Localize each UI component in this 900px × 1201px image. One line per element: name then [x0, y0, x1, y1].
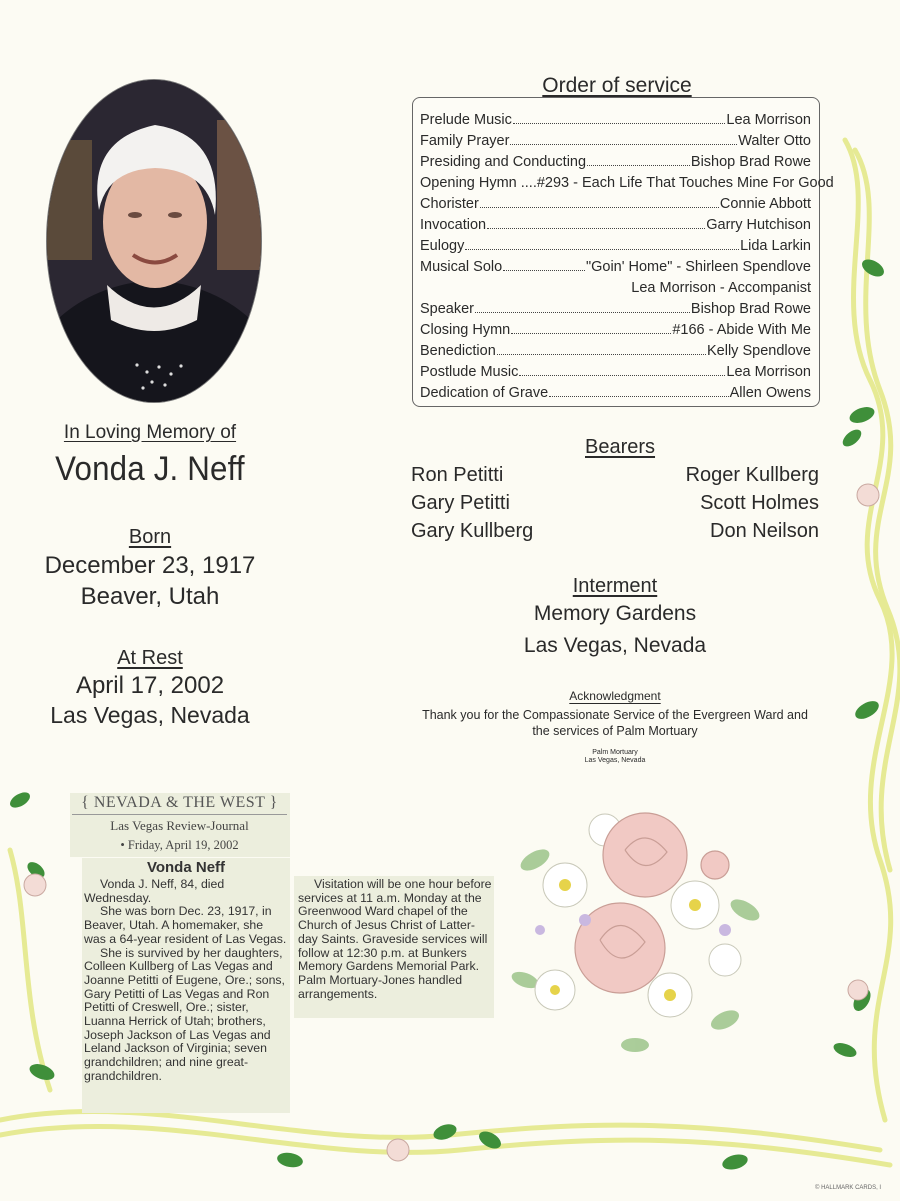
dot-leader — [587, 165, 690, 166]
bearer-name: Don Neilson — [710, 520, 819, 542]
service-item-row — [420, 129, 811, 149]
dot-leader — [465, 249, 739, 250]
dot-leader — [487, 228, 705, 229]
bearer-name: Ron Petitti — [411, 464, 504, 486]
service-item-row — [420, 276, 811, 296]
dot-leader — [511, 333, 671, 334]
service-item-row — [420, 213, 811, 233]
service-item-value: Lida Larkin — [740, 238, 811, 254]
service-item-row — [420, 339, 811, 359]
service-item-row — [420, 255, 811, 275]
bearer-name: Gary Petitti — [411, 492, 510, 514]
service-item-value: Kelly Spendlove — [707, 343, 811, 359]
dot-leader — [519, 375, 725, 376]
service-item-value: Lea Morrison — [726, 364, 811, 380]
obituary-headline: Vonda Neff — [146, 859, 226, 876]
service-item-label: Benediction — [420, 343, 496, 359]
service-item-row — [420, 360, 811, 380]
service-item-row — [420, 381, 811, 401]
divider — [72, 814, 287, 815]
service-item-label: Family Prayer — [420, 133, 510, 149]
born-heading: Born — [128, 526, 172, 548]
service-item-row — [420, 108, 811, 128]
birth-place: Beaver, Utah — [80, 583, 220, 610]
at-rest-heading: At Rest — [117, 647, 183, 669]
interment-place: Memory Gardens — [533, 602, 697, 625]
bearer-name: Gary Kullberg — [411, 520, 534, 542]
service-item-value: Bishop Brad Rowe — [690, 154, 811, 170]
dot-leader — [480, 207, 719, 208]
service-item-label: Chorister — [420, 196, 479, 212]
dot-leader — [497, 354, 706, 355]
interment-city: Las Vegas, Nevada — [523, 634, 707, 657]
birth-date: December 23, 1917 — [44, 552, 256, 579]
service-item-value: "Goin' Home" - Shirleen Spendlove — [585, 259, 811, 275]
service-item-row — [420, 234, 811, 254]
service-item-row — [420, 318, 811, 338]
death-place: Las Vegas, Nevada — [50, 702, 250, 728]
bearer-name: Scott Holmes — [700, 492, 819, 514]
dot-leader — [549, 396, 728, 397]
service-item-label: Speaker — [420, 301, 475, 317]
service-item-label: Presiding and Conducting — [420, 154, 587, 170]
newspaper-section-header: { NEVADA & THE WEST } — [81, 794, 278, 811]
service-item-row — [420, 171, 834, 191]
service-item-row — [420, 192, 811, 212]
service-item-value: #166 - Abide With Me — [672, 322, 811, 338]
obituary-paragraph: She was born Dec. 23, 1917, in Beaver, Utah. A homemaker, she was a 64-year resident of Las Vegas. — [84, 904, 287, 946]
bearer-name: Roger Kullberg — [685, 464, 819, 486]
dot-leader — [503, 270, 585, 271]
deceased-name: Vonda J. Neff — [55, 450, 245, 488]
obituary-paragraph: She is survived by her daughters, Colleen Kullberg of Las Vegas and Joanne Petitti of Eugene, Ore.; sons, Gary Petitti of Las Vegas and Ron Petitti of Creswell, Ore.; sister, Luanna Herrick of Utah; brothers, Joseph Jackson of Las Vegas and Leland Jackson of Virginia; seven grandchildren; and nine great-grandchildren. — [84, 945, 285, 1083]
service-item-value: Walter Otto — [738, 133, 811, 149]
acknowledgment-heading: Acknowledgment — [569, 689, 661, 703]
service-item-label: Invocation — [420, 217, 487, 233]
service-item-value: Lea Morrison - Accompanist — [631, 280, 811, 296]
order-of-service-table — [412, 97, 834, 407]
mortuary-city: Las Vegas, Nevada — [584, 757, 646, 764]
in-loving-memory-heading: In Loving Memory of — [63, 422, 237, 443]
service-item-row — [420, 150, 811, 170]
obituary-paragraph: Vonda J. Neff, 84, died Wednesday. — [84, 877, 225, 905]
obituary-paragraph: Visitation will be one hour before services at 11 a.m. Monday at the Greenwood Ward chapel of the Church of Jesus Christ of Latter-day Saints. Graveside services will follow at 12:30 p.m. at Bunkers Memory Gardens Memorial Park. Palm Mortuary-Jones handled arrangements. — [298, 877, 492, 1001]
death-date: April 17, 2002 — [75, 672, 225, 699]
obituary-text-column — [298, 878, 492, 1001]
acknowledgment-text: Thank you for the Compassionate Service of the Evergreen Ward and the services of Palm Mortuary — [422, 708, 808, 738]
service-item-label: Opening Hymn ....#293 - Each Life That Touches Mine For Good — [420, 175, 834, 191]
copyright-mark: © HALLMARK CARDS, I — [815, 1185, 882, 1191]
service-item-label: Postlude Music — [420, 364, 519, 380]
bearers-heading: Bearers — [585, 436, 656, 458]
service-item-value: Bishop Brad Rowe — [690, 301, 811, 317]
service-item-value: Garry Hutchison — [706, 217, 811, 233]
flower-bouquet-illustration — [495, 790, 780, 1065]
dot-leader — [475, 312, 690, 313]
service-item-label: Musical Solo — [420, 259, 503, 275]
dot-leader — [513, 123, 726, 124]
dot-leader — [510, 144, 737, 145]
service-item-value: Allen Owens — [729, 385, 811, 401]
obituary-text-column — [84, 878, 288, 1084]
order-of-service-title: Order of service — [542, 74, 692, 97]
interment-heading: Interment — [572, 575, 658, 597]
service-item-label: Closing Hymn — [420, 322, 511, 338]
service-item-label: Dedication of Grave — [420, 385, 549, 401]
mortuary-name: Palm Mortuary — [592, 749, 638, 756]
portrait-photo — [47, 80, 261, 402]
service-item-row — [420, 297, 811, 317]
newspaper-publication: Las Vegas Review-Journal — [110, 818, 249, 833]
newspaper-date: • Friday, April 19, 2002 — [120, 838, 239, 852]
service-item-label: Prelude Music — [420, 112, 512, 128]
service-item-label: Eulogy — [420, 238, 465, 254]
service-item-value: Connie Abbott — [719, 196, 811, 212]
service-item-value: Lea Morrison — [726, 112, 811, 128]
